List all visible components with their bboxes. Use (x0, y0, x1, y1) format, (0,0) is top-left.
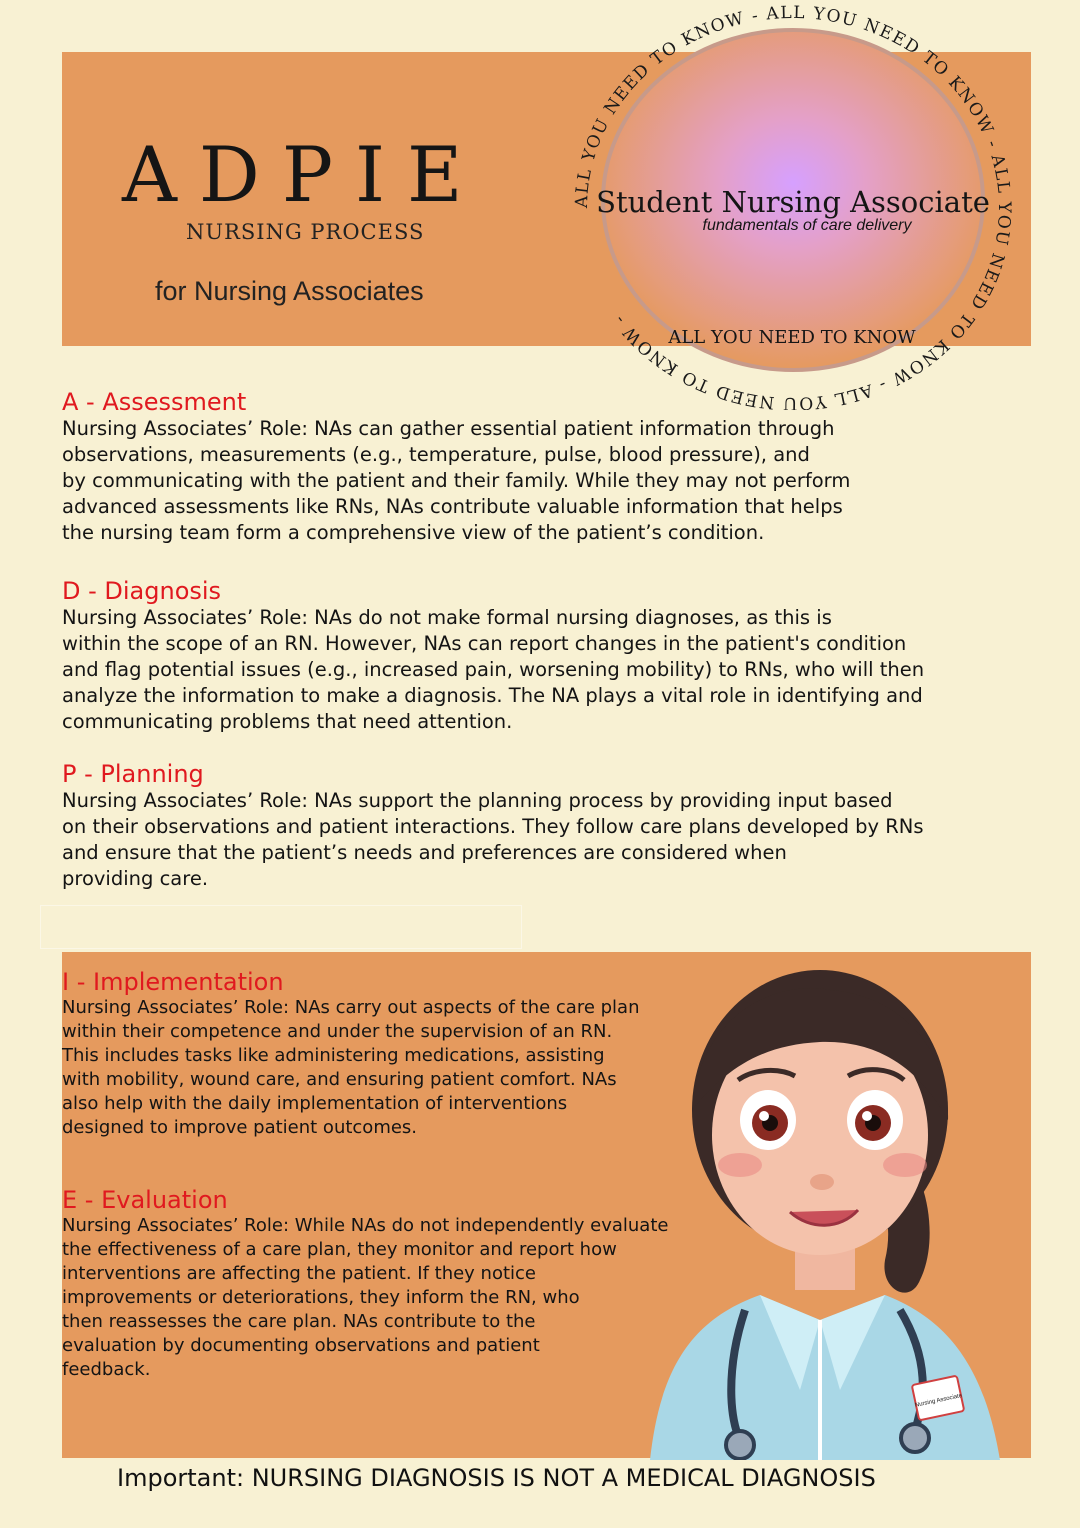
nurse-illustration (630, 960, 1010, 1460)
section-heading: E - Evaluation (62, 1186, 228, 1214)
footer-note: Important: NURSING DIAGNOSIS IS NOT A MEDICAL DIAGNOSIS (117, 1464, 876, 1492)
section-body: Nursing Associates’ Role: NAs can gather essential patient information through observations, measurements (e.g., temperature, pulse, blood pressure), and by communicating with the patient and their family. While they may not perform advanced assessments like RNs, NAs contribute valuable information that helps the nursing team form a comprehensive view of the patient’s condition. (62, 417, 851, 544)
logo-motto: fundamentals of care delivery (702, 217, 912, 234)
section-planning (62, 760, 1002, 892)
section-body: Nursing Associates’ Role: While NAs do not independently evaluate the effectiveness of a care plan, they monitor and report how interventions are affecting the patient. If they notice improvements or deteriorations, they inform the RN, who then reassesses the care plan. NAs contribute to the evaluation by documenting observations and patient feedback. (62, 1215, 669, 1380)
divider (40, 905, 522, 949)
section-heading: P - Planning (62, 760, 204, 788)
section-implementation (62, 968, 722, 1140)
section-body: Nursing Associates’ Role: NAs carry out aspects of the care plan within their competence and under the supervision of an RN. This includes tasks like administering medications, assisting with mobility, wound care, and ensuring patient comfort. NAs also help with the daily implementation of interventions designed to improve patient outcomes. (62, 997, 640, 1138)
logo-ring-text: ALL YOU NEED TO KNOW - ALL YOU NEED TO KNOW - ALL YOU NEED TO KNOW - ALL YOU NEED TO KNOW - (571, 2, 1015, 410)
section-heading: I - Implementation (62, 968, 284, 996)
section-body: Nursing Associates’ Role: NAs do not make formal nursing diagnoses, as this is within the scope of an RN. However, NAs can report changes in the patient's condition and flag potential issues (e.g., increased pain, worsening mobility) to RNs, who will then analyze the information to make a diagnosis. The NA plays a vital role in identifying and communicating problems that need attention. (62, 606, 925, 733)
section-diagnosis (62, 577, 1002, 735)
page-subtitle: NURSING PROCESS (186, 220, 425, 244)
section-heading: A - Assessment (62, 388, 247, 416)
section-body: Nursing Associates’ Role: NAs support the planning process by providing input based on their observations and patient interactions. They follow care plans developed by RNs and ensure that the patient’s needs and preferences are considered when providing care. (62, 789, 924, 890)
logo-name: Student Nursing Associate (596, 185, 990, 219)
logo-inner-text: ALL YOU NEED TO KNOW (668, 327, 916, 348)
page-title: ADPIE (122, 130, 485, 219)
badge-text: Nursing Associate (914, 1393, 963, 1409)
section-assessment (62, 388, 1002, 546)
page-tagline: for Nursing Associates (155, 276, 424, 306)
logo-seal (560, 0, 1020, 410)
section-heading: D - Diagnosis (62, 577, 222, 605)
